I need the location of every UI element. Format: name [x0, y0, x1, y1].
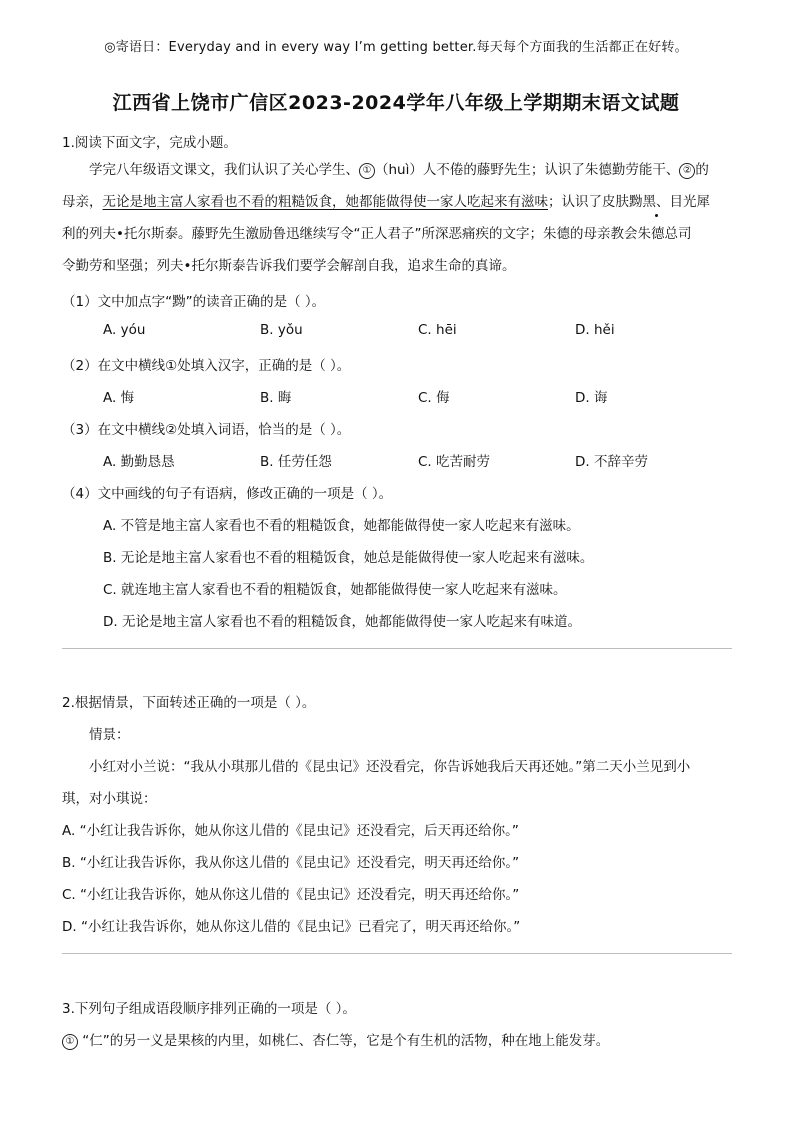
- q1-sub1-option-b: B. yǒu: [260, 322, 303, 338]
- q2-scene-line-1: 小红对小兰说：“我从小琪那儿借的《昆虫记》还没看完，你告诉她我后天再还她。”第二天小兰见到小: [89, 759, 691, 775]
- q1-sub4-stem: （4）文中画线的句子有语病，修改正确的一项是（ ）。: [62, 486, 393, 502]
- q1-sub2-option-c: C. 侮: [418, 390, 450, 406]
- q3-stem: 3.下列句子组成语段顺序排列正确的一项是（ ）。: [62, 1001, 356, 1017]
- q1-sub3-option-a: A. 勤勤恳恳: [103, 454, 175, 470]
- q2-option-b: B. “小红让我告诉你，我从你这儿借的《昆虫记》还没看完，明天再还给你。”: [62, 855, 520, 871]
- q1-passage: [62, 154, 734, 282]
- q1-sub4-option-b: B. 无论是地主富人家看也不看的粗糙饭食，她总是能做得使一家人吃起来有滋味。: [103, 550, 594, 566]
- q1-sub3-option-b: B. 任劳任怨: [260, 454, 332, 470]
- q2-scene-line-2: 琪，对小琪说：: [62, 791, 157, 807]
- q1-sub4-option-d: D. 无论是地主富人家看也不看的粗糙饭食，她都能做得使一家人吃起来有味道。: [103, 614, 581, 630]
- q3-sentence-1: [62, 1029, 609, 1050]
- q1-sub3-option-c: C. 吃苦耐劳: [418, 454, 491, 470]
- page-title: 江西省上饶市广信区2023-2024学年八年级上学期期末语文试题: [112, 92, 680, 114]
- q1-sub1-option-d: D. hěi: [575, 322, 615, 338]
- q1-sub2-option-a: A. 悔: [103, 390, 135, 406]
- q1-sub4-option-c: C. 就连地主富人家看也不看的粗糙饭食，她都能做得使一家人吃起来有滋味。: [103, 582, 567, 598]
- q1-sub1-option-c: C. hēi: [418, 322, 457, 338]
- q1-sub3-stem: （3）在文中横线②处填入词语，恰当的是（ ）。: [62, 422, 351, 438]
- underlined-sentence: 无论是地主富人家看也不看的粗糙饭食，她都能做得使一家人吃起来有滋味: [102, 194, 548, 210]
- q1-sub2-stem: （2）在文中横线①处填入汉字，正确的是（ ）。: [62, 358, 351, 374]
- sentence-number: ①: [62, 1034, 78, 1050]
- sentence-text: “仁”的另一义是果核的内里，如桃仁、杏仁等，它是个有生机的活物，种在地上能发芽。: [82, 1033, 610, 1049]
- blank-marker-1: ①: [359, 163, 375, 179]
- q1-sub2-option-d: D. 诲: [575, 390, 608, 406]
- divider: [62, 953, 732, 954]
- passage-text: 学完八年级语文课文，我们认识了关心学生、: [89, 162, 359, 178]
- passage-text: （huì）人不倦的藤野先生；认识了朱德勤劳能干、: [375, 162, 680, 178]
- q2-scene-label: 情景：: [89, 727, 130, 743]
- q1-sub1-stem: （1）文中加点字“黝”的读音正确的是（ ）。: [62, 294, 326, 310]
- passage-text: 的: [695, 162, 709, 178]
- passage-text: ；认识了皮肤黝黑、目光犀: [548, 194, 710, 210]
- q1-sub4-option-a: A. 不管是地主富人家看也不看的粗糙饭食，她都能做得使一家人吃起来有滋味。: [103, 518, 580, 534]
- q2-option-c: C. “小红让我告诉你，她从你这儿借的《昆虫记》还没看完，明天再还给你。”: [62, 887, 520, 903]
- passage-line-1: [62, 154, 734, 186]
- passage-text: 母亲，: [62, 194, 103, 210]
- emphasis-dot: [655, 214, 658, 217]
- passage-line-4: 令勤劳和坚强；列夫•托尔斯泰告诉我们要学会解剖自我，追求生命的真谛。: [62, 258, 516, 274]
- q1-stem: 1.阅读下面文字，完成小题。: [62, 135, 237, 151]
- q1-sub3-option-d: D. 不辞辛劳: [575, 454, 648, 470]
- passage-line-3: 利的列夫•托尔斯泰。藤野先生激励鲁迅继续写令“正人君子”所深恶痛疾的文字；朱德的母亲教会朱德总司: [62, 226, 692, 242]
- blank-marker-2: ②: [679, 163, 695, 179]
- q2-option-d: D. “小红让我告诉你，她从你这儿借的《昆虫记》已看完了，明天再还给你。”: [62, 919, 521, 935]
- q1-sub2-option-b: B. 晦: [260, 390, 292, 406]
- q2-stem: 2.根据情景，下面转述正确的一项是（ ）。: [62, 695, 316, 711]
- passage-line-2: [62, 186, 734, 218]
- q2-option-a: A. “小红让我告诉你，她从你这儿借的《昆虫记》还没看完，后天再还给你。”: [62, 823, 519, 839]
- q1-sub1-option-a: A. yóu: [103, 322, 146, 338]
- motto-line: ◎寄语日：Everyday and in every way I’m getting better.每天每个方面我的生活都正在好转。: [104, 40, 688, 55]
- divider: [62, 648, 732, 649]
